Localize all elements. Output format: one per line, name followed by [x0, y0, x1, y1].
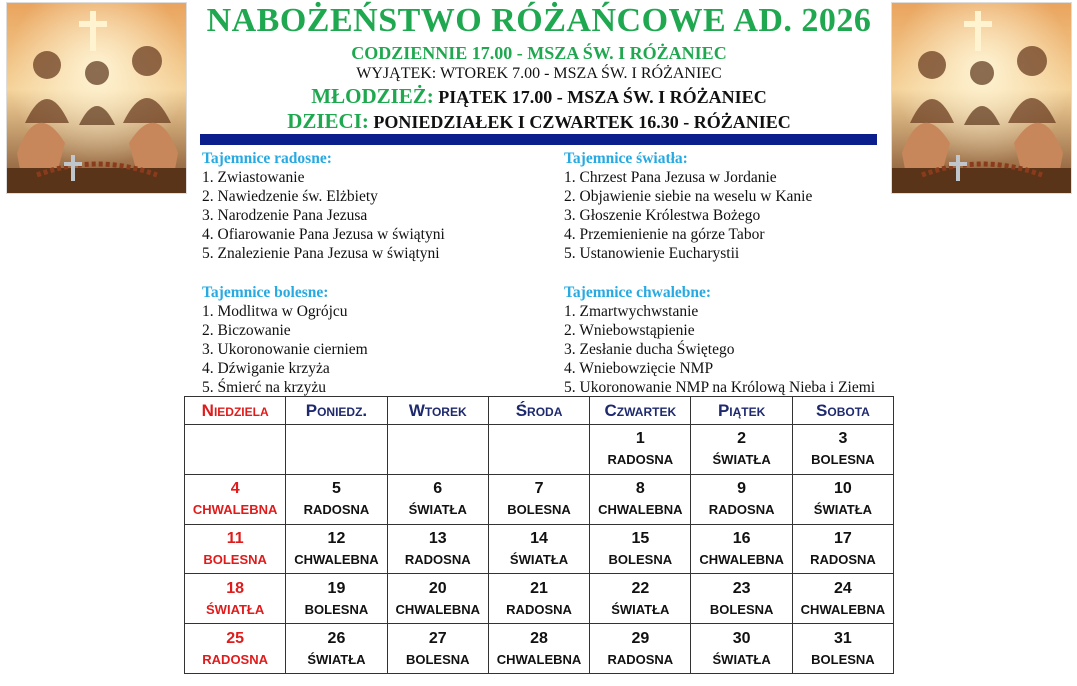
day-number: 10 — [834, 480, 852, 498]
mystery-label: RADOSNA — [607, 452, 674, 468]
mystery-label: ŚWIATŁA — [206, 601, 265, 617]
mystery-label: RADOSNA — [506, 601, 572, 617]
calendar-cell — [691, 624, 792, 674]
day-number: 30 — [732, 629, 751, 647]
mystery-label: BOLESNA — [304, 601, 369, 617]
mystery-label: CHWALEBNA — [800, 601, 886, 617]
day-header-thursday: Czwartek — [590, 397, 691, 425]
glorious-mysteries-title: Tajemnice chwalebne: — [564, 284, 712, 301]
mystery-item: 4. Wniebowzięcie NMP — [564, 360, 714, 377]
calendar-cell — [387, 425, 488, 475]
page-title: NABOŻEŃSTWO RÓŻAŃCOWE AD. 2026 — [206, 2, 872, 39]
calendar-cell — [488, 524, 589, 574]
calendar-cell — [286, 524, 387, 574]
day-number: 11 — [226, 529, 244, 547]
mystery-item: 4. Dźwiganie krzyża — [202, 360, 330, 377]
mystery-label: CHWALEBNA — [192, 502, 278, 518]
praying-family-image-right — [891, 2, 1072, 194]
youth-label: MŁODZIEŻ: — [311, 84, 434, 108]
calendar-cell — [691, 574, 792, 624]
mystery-item: 2. Wniebowstąpienie — [564, 322, 695, 339]
calendar-cell — [691, 425, 792, 475]
children-text: PONIEDZIAŁEK I CZWARTEK 16.30 - RÓŻANIEC — [373, 112, 791, 132]
day-number: 31 — [834, 629, 852, 647]
day-number: 5 — [331, 480, 341, 498]
mystery-label: ŚWIATŁA — [611, 601, 670, 617]
day-number: 1 — [635, 430, 645, 448]
mystery-label: BOLESNA — [811, 651, 875, 667]
mystery-item: 2. Objawienie siebie na weselu w Kanie — [564, 188, 813, 205]
mystery-label: CHWALEBNA — [294, 551, 379, 567]
mystery-item: 1. Zmartwychwstanie — [564, 303, 699, 320]
mystery-label: ŚWIATŁA — [408, 502, 467, 518]
mystery-label: CHWALEBNA — [598, 502, 683, 518]
calendar-cell — [792, 574, 893, 624]
divider-bar — [200, 134, 877, 145]
exception-schedule: WYJĄTEK: WTOREK 7.00 - MSZA ŚW. I RÓŻANIEC — [356, 65, 722, 82]
calendar-week-row — [185, 574, 894, 624]
day-number: 20 — [428, 579, 447, 597]
calendar-cell — [488, 474, 589, 524]
mystery-item: 5. Ustanowienie Eucharystii — [564, 245, 740, 262]
mystery-label: RADOSNA — [810, 551, 876, 567]
mystery-label: RADOSNA — [607, 651, 674, 667]
mystery-item: 4. Przemienienie na górze Tabor — [564, 226, 765, 243]
mystery-item: 5. Śmierć na krzyżu — [202, 379, 326, 396]
day-number: 16 — [732, 529, 751, 547]
calendar-cell — [792, 524, 893, 574]
mystery-item: 1. Modlitwa w Ogrójcu — [202, 303, 348, 320]
calendar-cell — [286, 425, 387, 475]
luminous-mysteries — [564, 149, 812, 263]
mystery-label: ŚWIATŁA — [307, 651, 366, 667]
day-number: 2 — [737, 430, 747, 448]
calendar-cell — [387, 624, 488, 674]
calendar-cell — [590, 474, 691, 524]
calendar-cell — [286, 624, 387, 674]
mystery-item: 3. Narodzenie Pana Jezusa — [202, 207, 368, 224]
mystery-item: 2. Nawiedzenie św. Elżbiety — [202, 188, 378, 205]
day-number: 26 — [327, 629, 346, 647]
day-number: 14 — [530, 529, 548, 547]
sorrowful-mysteries — [202, 283, 368, 397]
mystery-label: CHWALEBNA — [699, 551, 784, 567]
mystery-item: 3. Ukoronowanie cierniem — [202, 341, 368, 358]
glorious-mysteries — [564, 283, 875, 397]
luminous-mysteries-title: Tajemnice światła: — [564, 150, 688, 167]
calendar-cell — [185, 425, 286, 475]
day-header-saturday: Sobota — [792, 397, 893, 425]
day-header-wednesday: Środa — [488, 397, 589, 425]
header — [190, 0, 888, 134]
mystery-item: 1. Zwiastowanie — [202, 169, 305, 186]
calendar-cell — [286, 574, 387, 624]
calendar-cell — [792, 474, 893, 524]
mystery-label: ŚWIATŁA — [813, 502, 873, 518]
children-schedule — [190, 109, 888, 134]
mystery-label: RADOSNA — [202, 651, 269, 667]
mystery-item: 5. Znalezienie Pana Jezusa w świątyni — [202, 245, 440, 262]
children-label: DZIECI: — [287, 109, 369, 133]
calendar-cell — [488, 574, 589, 624]
calendar-cell — [488, 624, 589, 674]
mystery-label: ŚWIATŁA — [509, 551, 569, 567]
calendar-cell — [792, 425, 893, 475]
calendar-cell — [185, 574, 286, 624]
mystery-label: BOLESNA — [203, 551, 267, 567]
joyful-mysteries-title: Tajemnice radosne: — [202, 150, 332, 167]
calendar-cell — [590, 425, 691, 475]
day-number: 6 — [433, 480, 443, 498]
day-number: 21 — [530, 579, 548, 597]
mystery-label: ŚWIATŁA — [712, 452, 771, 468]
mystery-label: BOLESNA — [709, 601, 774, 617]
rosary-calendar — [184, 396, 894, 674]
youth-text: PIĄTEK 17.00 - MSZA ŚW. I RÓŻANIEC — [438, 87, 767, 107]
day-number: 4 — [230, 480, 240, 498]
mystery-label: BOLESNA — [405, 651, 470, 667]
calendar-cell — [387, 524, 488, 574]
mystery-label: RADOSNA — [303, 502, 370, 518]
mystery-label: BOLESNA — [507, 502, 571, 518]
mystery-item: 3. Głoszenie Królestwa Bożego — [564, 207, 761, 224]
day-number: 18 — [226, 579, 245, 597]
calendar-cell — [691, 524, 792, 574]
calendar-week-row — [185, 624, 894, 674]
mystery-label: CHWALEBNA — [395, 601, 480, 617]
calendar-week-row — [185, 425, 894, 475]
mystery-item: 2. Biczowanie — [202, 322, 291, 339]
mystery-item: 1. Chrzest Pana Jezusa w Jordanie — [564, 169, 777, 186]
day-number: 13 — [428, 529, 447, 547]
calendar-cell — [792, 624, 893, 674]
day-header-sunday: Niedziela — [185, 397, 286, 425]
calendar-week-row — [185, 524, 894, 574]
mystery-item: 5. Ukoronowanie NMP na Królową Nieba i Ziemi — [564, 379, 876, 396]
day-number: 12 — [327, 529, 346, 547]
day-number: 17 — [834, 529, 852, 547]
mystery-label: ŚWIATŁA — [712, 651, 771, 667]
day-number: 22 — [631, 579, 650, 597]
mystery-label: RADOSNA — [404, 551, 471, 567]
day-number: 25 — [226, 629, 245, 647]
day-number: 8 — [635, 480, 645, 498]
mystery-item: 4. Ofiarowanie Pana Jezusa w świątyni — [202, 226, 445, 243]
calendar-cell — [488, 425, 589, 475]
day-header-tuesday: Wtorek — [387, 397, 488, 425]
youth-schedule — [190, 84, 888, 109]
calendar-cell — [185, 474, 286, 524]
day-number: 28 — [530, 629, 548, 647]
sorrowful-mysteries-title: Tajemnice bolesne: — [202, 284, 329, 301]
joyful-mysteries — [202, 149, 445, 263]
calendar-cell — [590, 574, 691, 624]
calendar-header-row — [185, 397, 894, 425]
mystery-label: CHWALEBNA — [496, 651, 582, 667]
daily-schedule: CODZIENNIE 17.00 - MSZA ŚW. I RÓŻANIEC — [351, 43, 727, 63]
day-header-monday: Poniedz. — [286, 397, 387, 425]
calendar-cell — [185, 524, 286, 574]
day-number: 24 — [834, 579, 852, 597]
calendar-cell — [691, 474, 792, 524]
mystery-label: RADOSNA — [708, 502, 775, 518]
mystery-label: BOLESNA — [608, 551, 673, 567]
mystery-item: 3. Zesłanie ducha Świętego — [564, 341, 735, 358]
calendar-cell — [590, 524, 691, 574]
calendar-cell — [590, 624, 691, 674]
day-number: 23 — [732, 579, 751, 597]
day-number: 3 — [838, 430, 848, 448]
rosary-prayer-illustration — [7, 3, 187, 194]
day-number: 15 — [631, 529, 650, 547]
day-number: 9 — [737, 480, 747, 498]
calendar-cell — [286, 474, 387, 524]
calendar-week-row — [185, 474, 894, 524]
praying-family-image-left — [6, 2, 187, 194]
mystery-label: BOLESNA — [811, 452, 875, 468]
calendar-cell — [387, 574, 488, 624]
day-header-friday: Piątek — [691, 397, 792, 425]
day-number: 27 — [428, 629, 447, 647]
day-number: 29 — [631, 629, 650, 647]
rosary-prayer-illustration — [892, 3, 1072, 194]
day-number: 19 — [327, 579, 346, 597]
calendar-cell — [387, 474, 488, 524]
day-number: 7 — [534, 480, 544, 498]
calendar-cell — [185, 624, 286, 674]
